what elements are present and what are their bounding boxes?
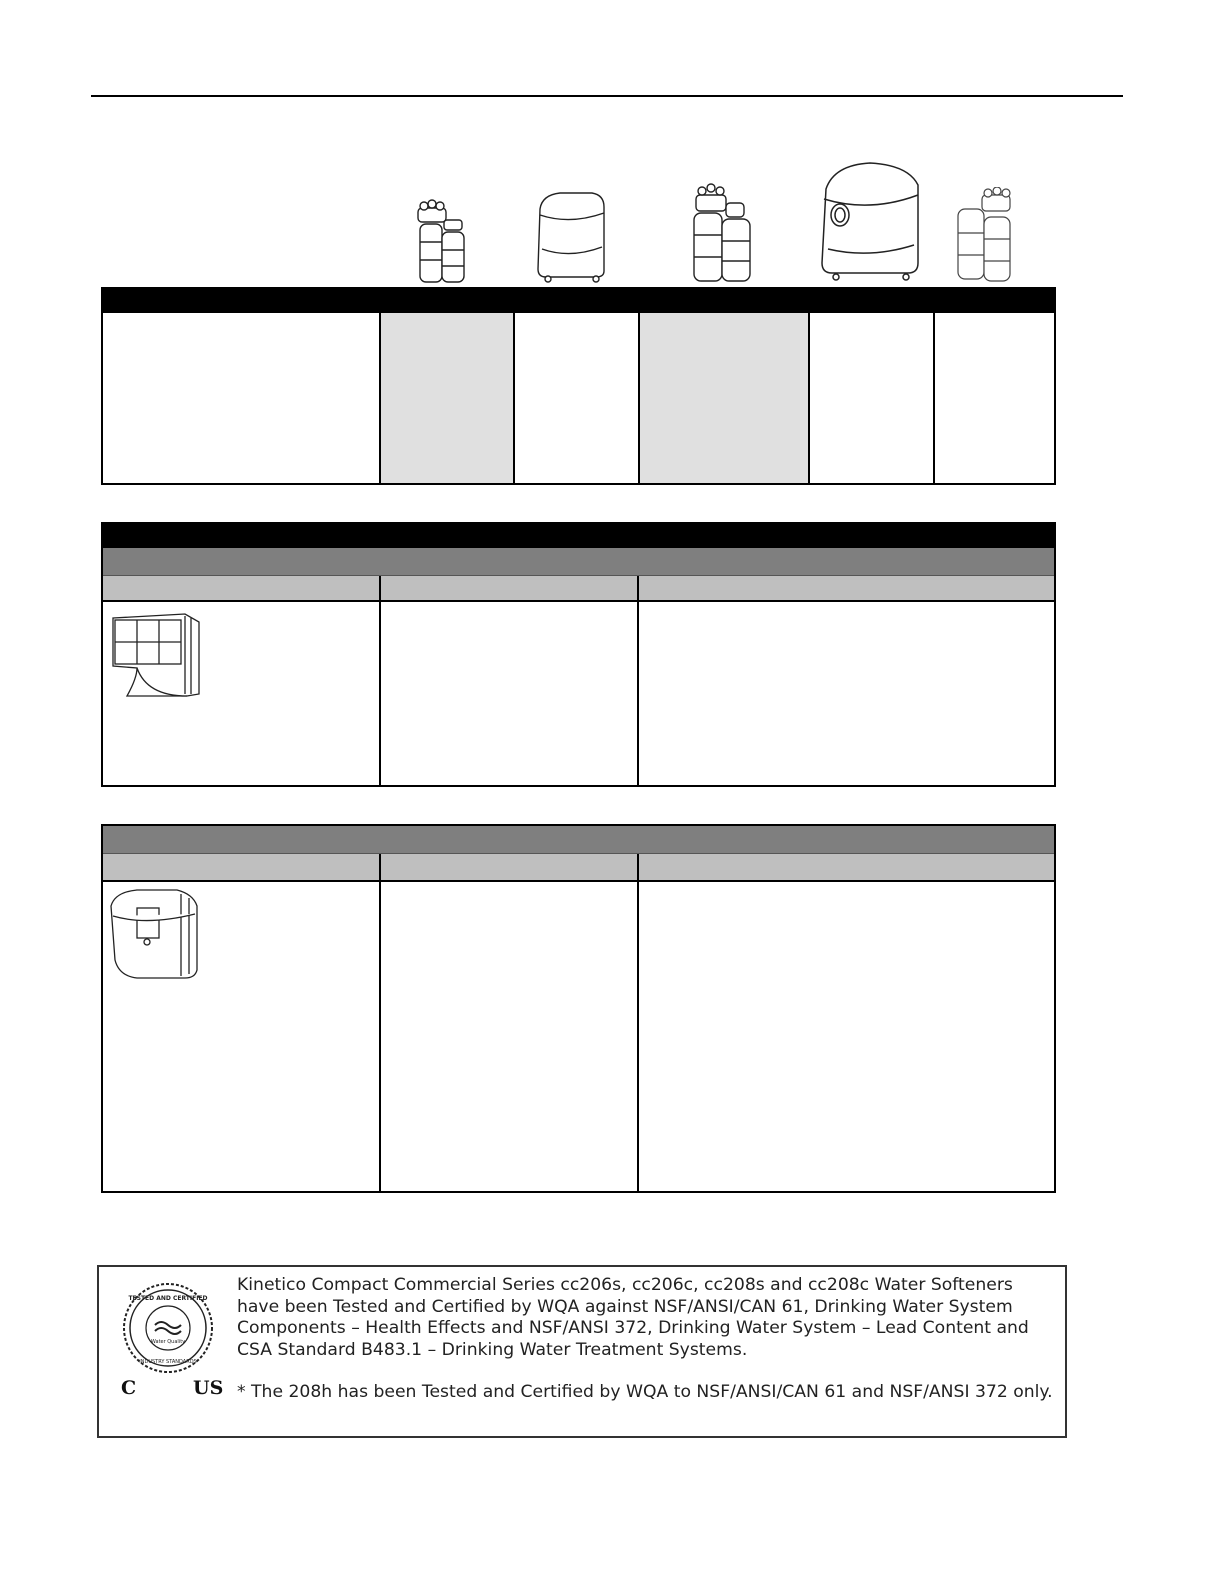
wqa-gold-seal-icon [121,1281,215,1375]
comparison-column-cc206c [513,313,638,483]
top-rule [91,95,1123,97]
comparison-header-bar [103,289,1054,313]
cabinet-softener-large-icon [814,159,926,289]
column-header-bar [103,854,1054,882]
column-divider [637,854,639,1191]
comparison-column-cc208s [638,313,808,483]
column-header-bar [103,576,1054,602]
certification-statement: Kinetico Compact Commercial Series cc206s, cc206c, cc208s and cc208c Water Softeners have been Tested and Certified by WQA against NSF/ANSI/CAN 61, Drinking Water System Components – Health Effects and NSF/ANSI 372, Drinking Water System – Lead Content and CSA Standard B483.1 – Drinking Water Treatment Systems. [237,1275,1029,1360]
svg-text:TESTED AND CERTIFIED: TESTED AND CERTIFIED [128,1295,208,1302]
model-comparison-table [101,287,1056,485]
section-header-bar [103,524,1054,548]
svg-text:INDUSTRY STANDARDS: INDUSTRY STANDARDS [139,1359,197,1365]
comparison-column-cc208c [808,313,933,483]
group-header-bar [103,826,1054,854]
twin-tank-softener-small-icon [410,196,476,288]
group-header-bar [103,548,1054,576]
comparison-column-208h [933,313,1054,483]
comparison-column-cc206s [379,313,513,483]
svg-text:Water Quality: Water Quality [150,1339,186,1345]
brine-option-table-2 [101,824,1056,1193]
large-brine-tank-icon [107,886,203,984]
cabinet-softener-small-icon [530,189,610,287]
brine-option-table-1 [101,522,1056,787]
certification-note: * The 208h has been Tested and Certified by WQA to NSF/ANSI/CAN 61 and NSF/ANSI 372 only. [237,1382,1053,1402]
small-brine-tank-icon [107,608,203,698]
certification-text [237,1275,1057,1404]
twin-tank-softener-alt-icon [952,187,1024,287]
column-divider [379,854,381,1191]
certification-mark-us: US [193,1377,224,1399]
twin-tank-softener-large-icon [688,181,760,287]
certification-box [97,1265,1067,1438]
column-divider [637,576,639,785]
column-divider [379,576,381,785]
certification-mark-c: C [121,1377,137,1399]
